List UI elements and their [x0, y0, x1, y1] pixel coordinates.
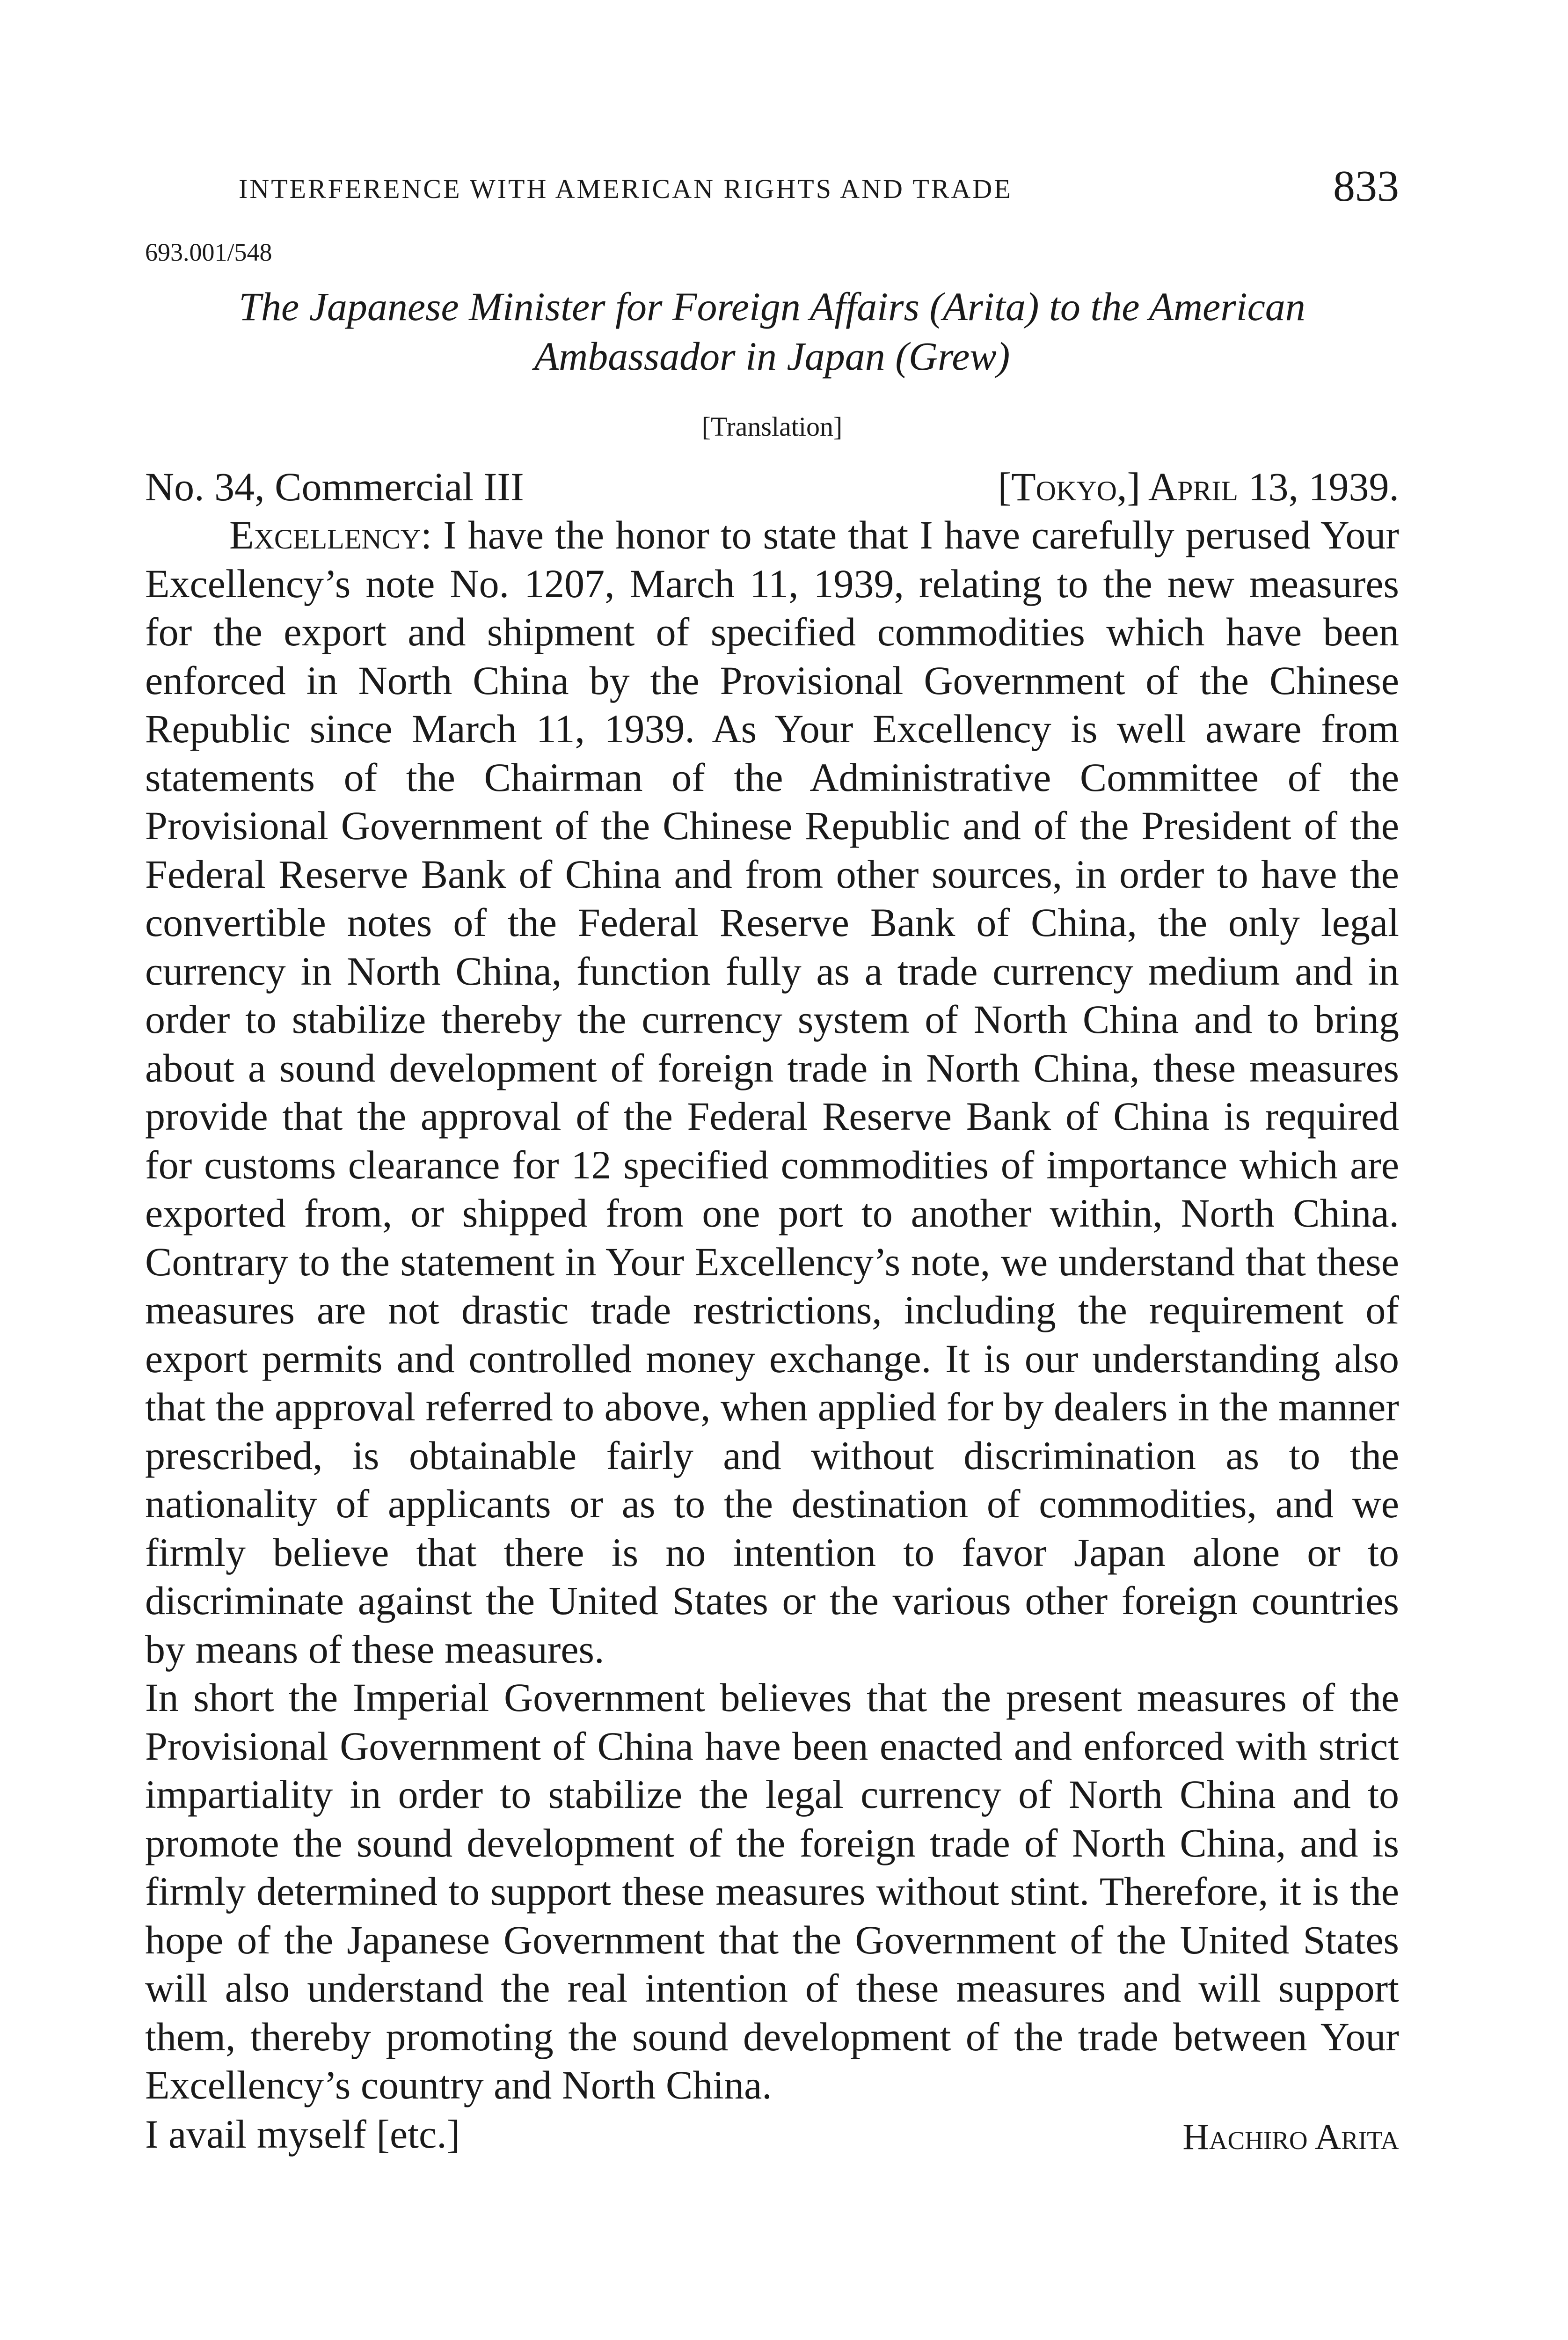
running-header [145, 159, 1399, 215]
reference-number: No. 34, Commercial III [145, 464, 524, 509]
file-number: 693.001/548 [145, 238, 272, 266]
place-date: [Tokyo,] April 13, 1939. [998, 464, 1399, 509]
closing-line [145, 2110, 1399, 2161]
signature: Hachiro Arita [1182, 2116, 1399, 2157]
paragraph-1-text: I have the honor to state that I have carefully perused Your Excellency’s note No. 1207, March 11, 1939, relating to the new measures for the export and shipment of specified commodities which have been enforced in North China by the Provisional Government of the Chinese Republic since March 11, 1939. As Your Excellency is well aware from statements of the Chairman of the Administrative Committee of the Provisional Government of the Chinese Republic and of the President of the Federal Reserve Bank of China and from other sources, in order to have the convertible notes of the Federal Reserve Bank of China, the only legal currency in North China, function fully as a trade currency medium and in order to stabilize thereby the currency system of North China and to bring about a sound development of foreign trade in North China, these measures provide that the approval of the Federal Reserve Bank of China is required for customs clearance for 12 specified commodities of importance which are exported from, or shipped from one port to another within, North China. Contrary to the statement in Your Excellency’s note, we understand that these measures are not drastic trade restrictions, including the requirement of export permits and controlled money exchange. It is our understanding also that the approval referred to above, when applied for by dealers in the manner prescribed, is obtainable fairly and without discrimination as to the nationality of applicants or as to the destination of commodities, and we firmly believe that there is no intention to favor Japan alone or to discriminate against the United States or the various other foreign countries by means of these measures. [145, 512, 1400, 1672]
page-number: 833 [1333, 162, 1399, 211]
dateline [145, 462, 1399, 511]
page-content [145, 159, 1399, 2161]
body-paragraph-2 [145, 1674, 1399, 2110]
running-title: INTERFERENCE WITH AMERICAN RIGHTS AND TRADE [239, 174, 1013, 204]
heading-line-1: The Japanese Minister for Foreign Affairs (Arita) to the American [239, 284, 1305, 329]
body-paragraph-1 [145, 511, 1399, 1674]
translation-note: [Translation] [701, 411, 843, 442]
heading-line-2: Ambassador in Japan (Grew) [534, 334, 1010, 379]
salutation: Excellency: [229, 512, 432, 557]
paragraph-2-text: In short the Imperial Government believes that the present measures of the Provisional Government of China have been enacted and enforced with strict impartiality in order to stabilize the legal currency of North China and to promote the sound development of the foreign trade of North China, and is firmly determined to support these measures without stint. Therefore, it is the hope of the Japanese Government that the Government of the United States will also understand the real intention of these measures and will support them, thereby promoting the sound development of the trade between Your Excellency’s country and North China. [145, 1675, 1399, 2107]
document-heading [145, 282, 1399, 381]
complimentary-close: I avail myself [etc.] [145, 2111, 460, 2157]
